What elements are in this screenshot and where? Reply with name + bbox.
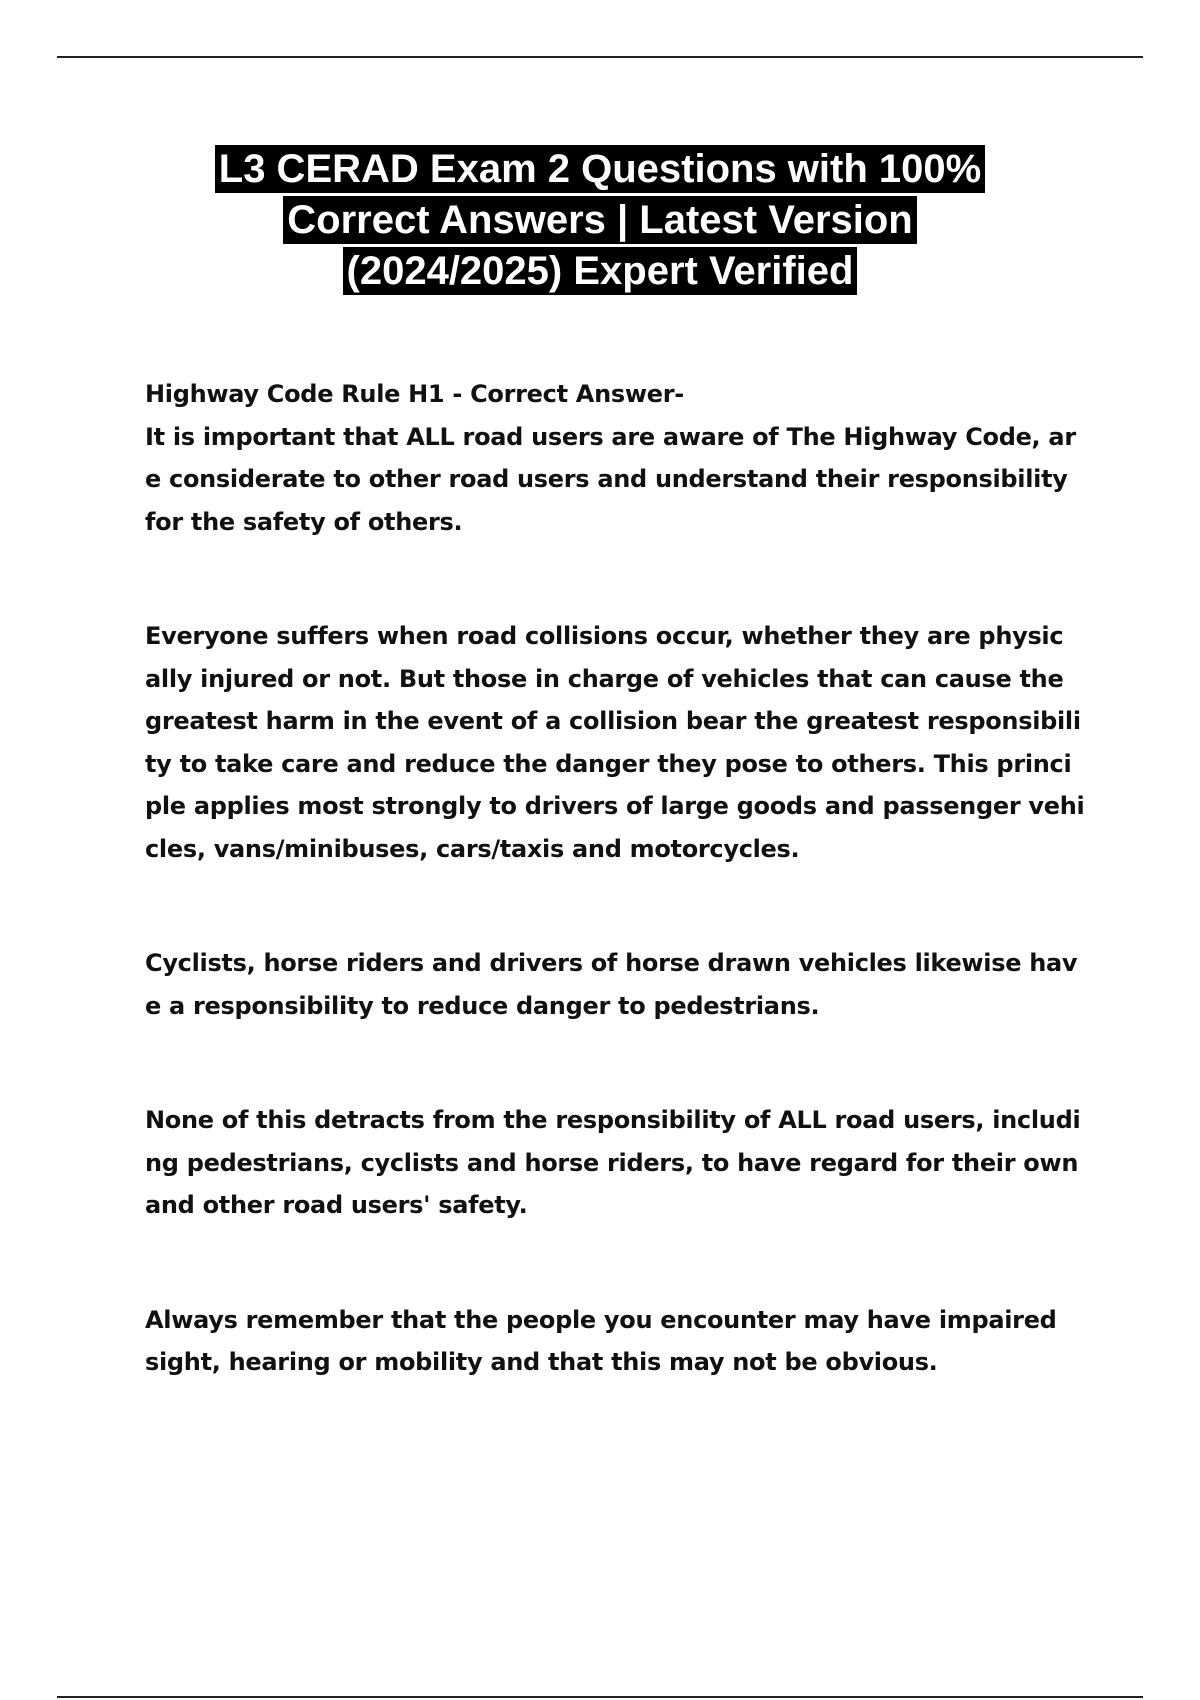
title-line-3: (2024/2025) Expert Verified	[343, 247, 858, 295]
top-divider	[57, 56, 1143, 58]
answer-paragraph-1: It is important that ALL road users are aware of The Highway Code, ar e considerate to other road users and understand their responsibility for the safety of others.	[145, 422, 1076, 536]
answer-paragraph-5: Always remember that the people you encounter may have impaired sight, hearing or mobility and that this may not be obvious.	[145, 1305, 1057, 1376]
answer-paragraph-4: None of this detracts from the responsibility of ALL road users, includi ng pedestrians, cyclists and horse riders, to have regard for their own and other road users' safety.	[145, 1106, 1081, 1219]
question-heading: Highway Code Rule H1 - Correct Answer-	[145, 380, 684, 408]
bottom-divider	[57, 1696, 1143, 1698]
question-answer-block	[145, 373, 1095, 1384]
title-line-1: L3 CERAD Exam 2 Questions with 100%	[215, 145, 985, 193]
title-line-2: Correct Answers | Latest Version	[283, 196, 917, 244]
answer-paragraph-2: Everyone suffers when road collisions occur, whether they are physic ally injured or not. But those in charge of vehicles that can cause the greatest harm in the event of a collision bear the greatest responsibili ty to take care and reduce the danger they pose to others. This princi ple applies most strongly to drivers of large goods and passenger vehi cles, vans/minibuses, cars/taxis and motorcycles.	[145, 622, 1085, 863]
answer-paragraph-3: Cyclists, horse riders and drivers of horse drawn vehicles likewise hav e a responsibility to reduce danger to pedestrians.	[145, 949, 1078, 1020]
document-title	[0, 145, 1200, 298]
